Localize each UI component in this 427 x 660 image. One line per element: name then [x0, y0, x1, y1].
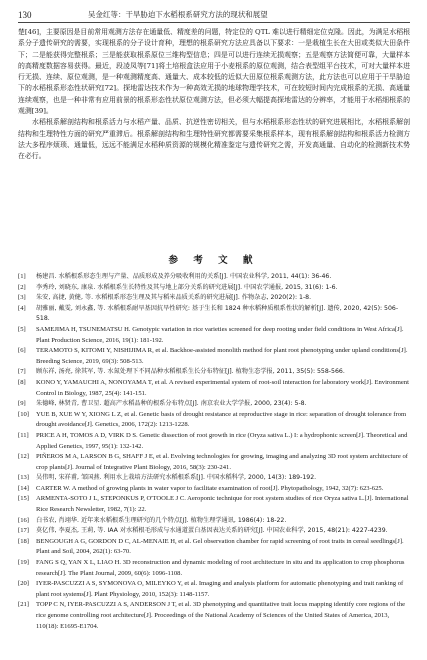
reference-text: 顾东祥, 汤亮, 徐其军, 等. 水氮处理下不同品种水稻根系生长分布特征[J]. 植物生态学报, 2011, 35(5): 558-566. — [36, 368, 345, 376]
reference-item — [18, 325, 410, 346]
reference-number: [21] — [18, 601, 29, 609]
reference-text: 李秀玲, 刘晓东, 康泉. 水稻根系生长特性及其与地上部分关系的研究进展[J]. 中国农学通报, 2015, 31(6): 1-6. — [36, 283, 338, 291]
reference-text: 莫亿伟, 李夏杰, 王莉, 等. IAA 对水稻根毛形成与水通道蛋白基因表达关系的研究[J]. 中国农业科学, 2015, 48(21): 4227-4239. — [36, 527, 388, 535]
reference-number: [2] — [18, 283, 26, 291]
reference-number: [3] — [18, 294, 26, 302]
reference-item — [18, 378, 410, 399]
reference-item — [18, 399, 410, 410]
reference-number: [1] — [18, 273, 26, 280]
reference-item — [18, 367, 410, 378]
reference-number: [18] — [18, 537, 29, 545]
reference-item — [18, 304, 410, 325]
reference-text: TERAMOTO S, KITOMI Y, NISHIJIMA R, et al. Backhoe-assisted monolith method for plant root phenotyping under upland conditions[J]. Breeding Science, 2019, 69(3): 508-513. — [36, 347, 408, 365]
reference-text: CARTER W. A method of growing plants in water vapor to facilitate examination of root[J]. Phytopathology, 1942, 32(7): 623-625. — [36, 484, 384, 492]
reference-text: SAMEJIMA H, TSUNEMATSU H. Genotypic variation in rice varieties screened for deep rooting under field conditions in West Africa[J]. Plant Production Science, 2016, 19(1): 181-192. — [36, 325, 404, 344]
reference-text: ARMENTA-SOTO J L, STEPONKUS P, O'TOOLE J C. Aeroponic technique for root system studies of rice Oryza sativa L.[J]. International Rice Research Newsletter, 1982, 7(1): 22. — [36, 495, 409, 514]
references-heading: 参 考 文 献 — [168, 255, 259, 266]
reference-number: [10] — [18, 410, 29, 418]
reference-item — [18, 272, 410, 283]
reference-text: YUE B, XUE W Y, XIONG L Z, et al. Genetic basis of drought resistance at reproductive stage in rice: separation of drought tolerance from drought avoidance[J]. Genetics, 2006, 172(2): 1213-1228. — [36, 410, 407, 429]
reference-text: IYER-PASCUZZI A S, SYMONOVA O, MILEYKO Y, et al. Imaging and analysis platform for automatic phenotyping and trait ranking of plant root systems[J]. Plant Physiology, 2010, 152(3): 1148-1157. — [36, 580, 404, 598]
reference-item — [18, 452, 410, 473]
reference-item — [18, 558, 410, 579]
reference-list — [18, 272, 410, 632]
reference-item — [18, 516, 410, 527]
reference-item — [18, 579, 410, 600]
reference-text: PRICE A H, TOMOS A D, VIRK D S. Genetic dissection of root growth in rice (Oryza sativa L.) I: a hydrophonic screen[J]. Theoretical and Applied Genetics, 1997, 95(1): 132-142. — [36, 431, 408, 450]
reference-number: [6] — [18, 347, 26, 355]
body-text — [18, 27, 410, 163]
reference-number: [9] — [18, 400, 26, 408]
reference-item — [18, 600, 410, 632]
reference-text: 吴伟明, 宋祥甫, 邹国燕. 利用水上栽培方法研究水稻根系系[J]. 中国水稻科学, 2000, 14(3): 189-192. — [36, 474, 317, 482]
reference-item — [18, 410, 410, 431]
reference-item — [18, 346, 410, 367]
reference-number: [13] — [18, 474, 29, 482]
reference-text: 朱德峰, 林贤青, 曹卫星. 超高产水稻品种的根系分布特点[J]. 南京农业大学学报, 2000, 23(4): 5-8. — [36, 400, 307, 408]
reference-text: 胡雅丽, 戴雯, 刘永鑫, 等. 水稻根系耐旱基因抗旱性研究: 基于生长和 1824 种水稻种质根系性状的解析[J]. 遗传, 2020, 42(5): 506-518. — [36, 304, 399, 323]
running-title: 吴金红等：干旱胁迫下水稻根系研究方法的现状和展望 — [88, 10, 268, 19]
paragraph-2: 水稻根系解剖结构和根系活力与水稻产量、品质、抗逆性密切相关，但与水稻根系形态性状的研究进展相比，水稻根系解剖结构和生理特性方面的研究严重滞后。根系解剖结构和生理特性研究都需要采集根系样本，现有根系解剖结构和根系活力检测方法大多程序烦琐、通量低，远远不能满足水稻种质资源的规模化精准鉴定与遗传研究之需，开发高通量、自动化的检测新技术势在必行。 — [18, 118, 410, 161]
reference-number: [20] — [18, 580, 29, 588]
reference-number: [16] — [18, 516, 29, 524]
reference-number: [17] — [18, 527, 29, 535]
reference-item — [18, 494, 410, 515]
reference-item — [18, 473, 410, 484]
reference-text: 白书农, 肖翊华. 近年来水稻根系生理研究的几个特点[J]. 植物生理学通讯, 1986(4): 18-22. — [36, 516, 287, 524]
reference-item — [18, 293, 410, 304]
reference-item — [18, 283, 410, 294]
reference-text: 朱安, 高捷, 黄健, 等. 水稻根系形态生理及其与稻米品质关系的研究进展[J]. 作物杂志, 2020(2): 1-8. — [36, 294, 312, 302]
reference-number: [15] — [18, 495, 29, 503]
reference-number: [7] — [18, 368, 26, 376]
header-rule — [18, 22, 410, 23]
reference-text: PIÑEROS M A, LARSON B G, SHAFF J E, et al. Evolving technologies for growing, imaging and analyzing 3D root system architecture of crop plants[J]. Journal of Integrative Plant Biology, 2016, 58(3): 230-241. — [36, 453, 408, 471]
reference-number: [19] — [18, 559, 29, 567]
reference-number: [4] — [18, 304, 26, 312]
reference-item — [18, 526, 410, 537]
reference-text: BENGOUGH A G, GORDON D C, AL-MENAIE H, et al. Gel observation chamber for rapid screening of root traits in cereal seedlings[J]. Plant and Soil, 2004, 262(1): 63-70. — [36, 537, 404, 556]
page-number: 130 — [18, 10, 32, 20]
reference-text: FANG S Q, YAN X L, LIAO H. 3D reconstruction and dynamic modeling of root architecture in situ and its application to crop phosphorus research[J]. The Plant Journal, 2009, 60(6): 1096-1108. — [36, 559, 405, 577]
reference-item — [18, 484, 410, 495]
reference-number: [12] — [18, 453, 29, 461]
reference-text: 杨建昌. 水稻根系形态生理与产量、品质形成及养分吸收利用的关系[J]. 中国农业科学, 2011, 44(1): 36-46. — [36, 273, 332, 280]
reference-number: [14] — [18, 484, 29, 492]
reference-number: [11] — [18, 431, 29, 439]
reference-number: [8] — [18, 378, 26, 386]
reference-text: KONO Y, YAMAUCHI A, NONOYAMA T, et al. A revised experimental system of root-soil interaction for laboratory work[J]. Environment Control in Biology, 1987, 25(4): 141-151. — [36, 378, 409, 397]
reference-item — [18, 537, 410, 558]
reference-number: [5] — [18, 325, 26, 333]
running-header — [18, 8, 410, 22]
reference-text: TOPP C N, IYER-PASCUZZI A S, ANDERSON J T, et al. 3D phenotyping and quantitative trait locus mapping identify core regions of the rice genome controlling root architecture[J]. Proceedings of the National Academy of Sciences of the United States of America, 2013, 110(18): E1695-E1704. — [36, 601, 406, 630]
reference-item — [18, 431, 410, 452]
paragraph-1: 楚[46]，主要原因是目前常用观测方法存在通量低、精度差的问题，特定位的 QTL 难以进行精细定位克隆。因此，为满足水稻根系分子遗传研究的需要，实现根系的分子设计育种，理想的根系研究方法应具备以下要求：一是栽植生长在大田或类似大田条件下；二是能获得完整根系；三是能获取根系原位三维构型信息；四是可以进行连续无损观察；五是观察方法简便可靠，大量样本的高精度数据容易获得。最近，段凌凤等[71]将土培根盒法应用于小麦根系的原位观测，结合表型组平台技术，可对大量样本进行无损、连续、原位观测，是一种观测精度高、通量大、成本较低的近似大田原位根系观测方法，此方法也可以应用于干旱胁迫下的水稻根系形态性状研究[72]。探地雷达技术作为一种高效无损的地球物理学技术，可在较短时间内完成根系的无损、高通量连续观察，也是一种非常有应用前景的根系形态性状原位观测方法，但必须大幅提高探地雷达的分辨率，才能用于水稻细根系的观测[39]。 — [18, 28, 410, 116]
